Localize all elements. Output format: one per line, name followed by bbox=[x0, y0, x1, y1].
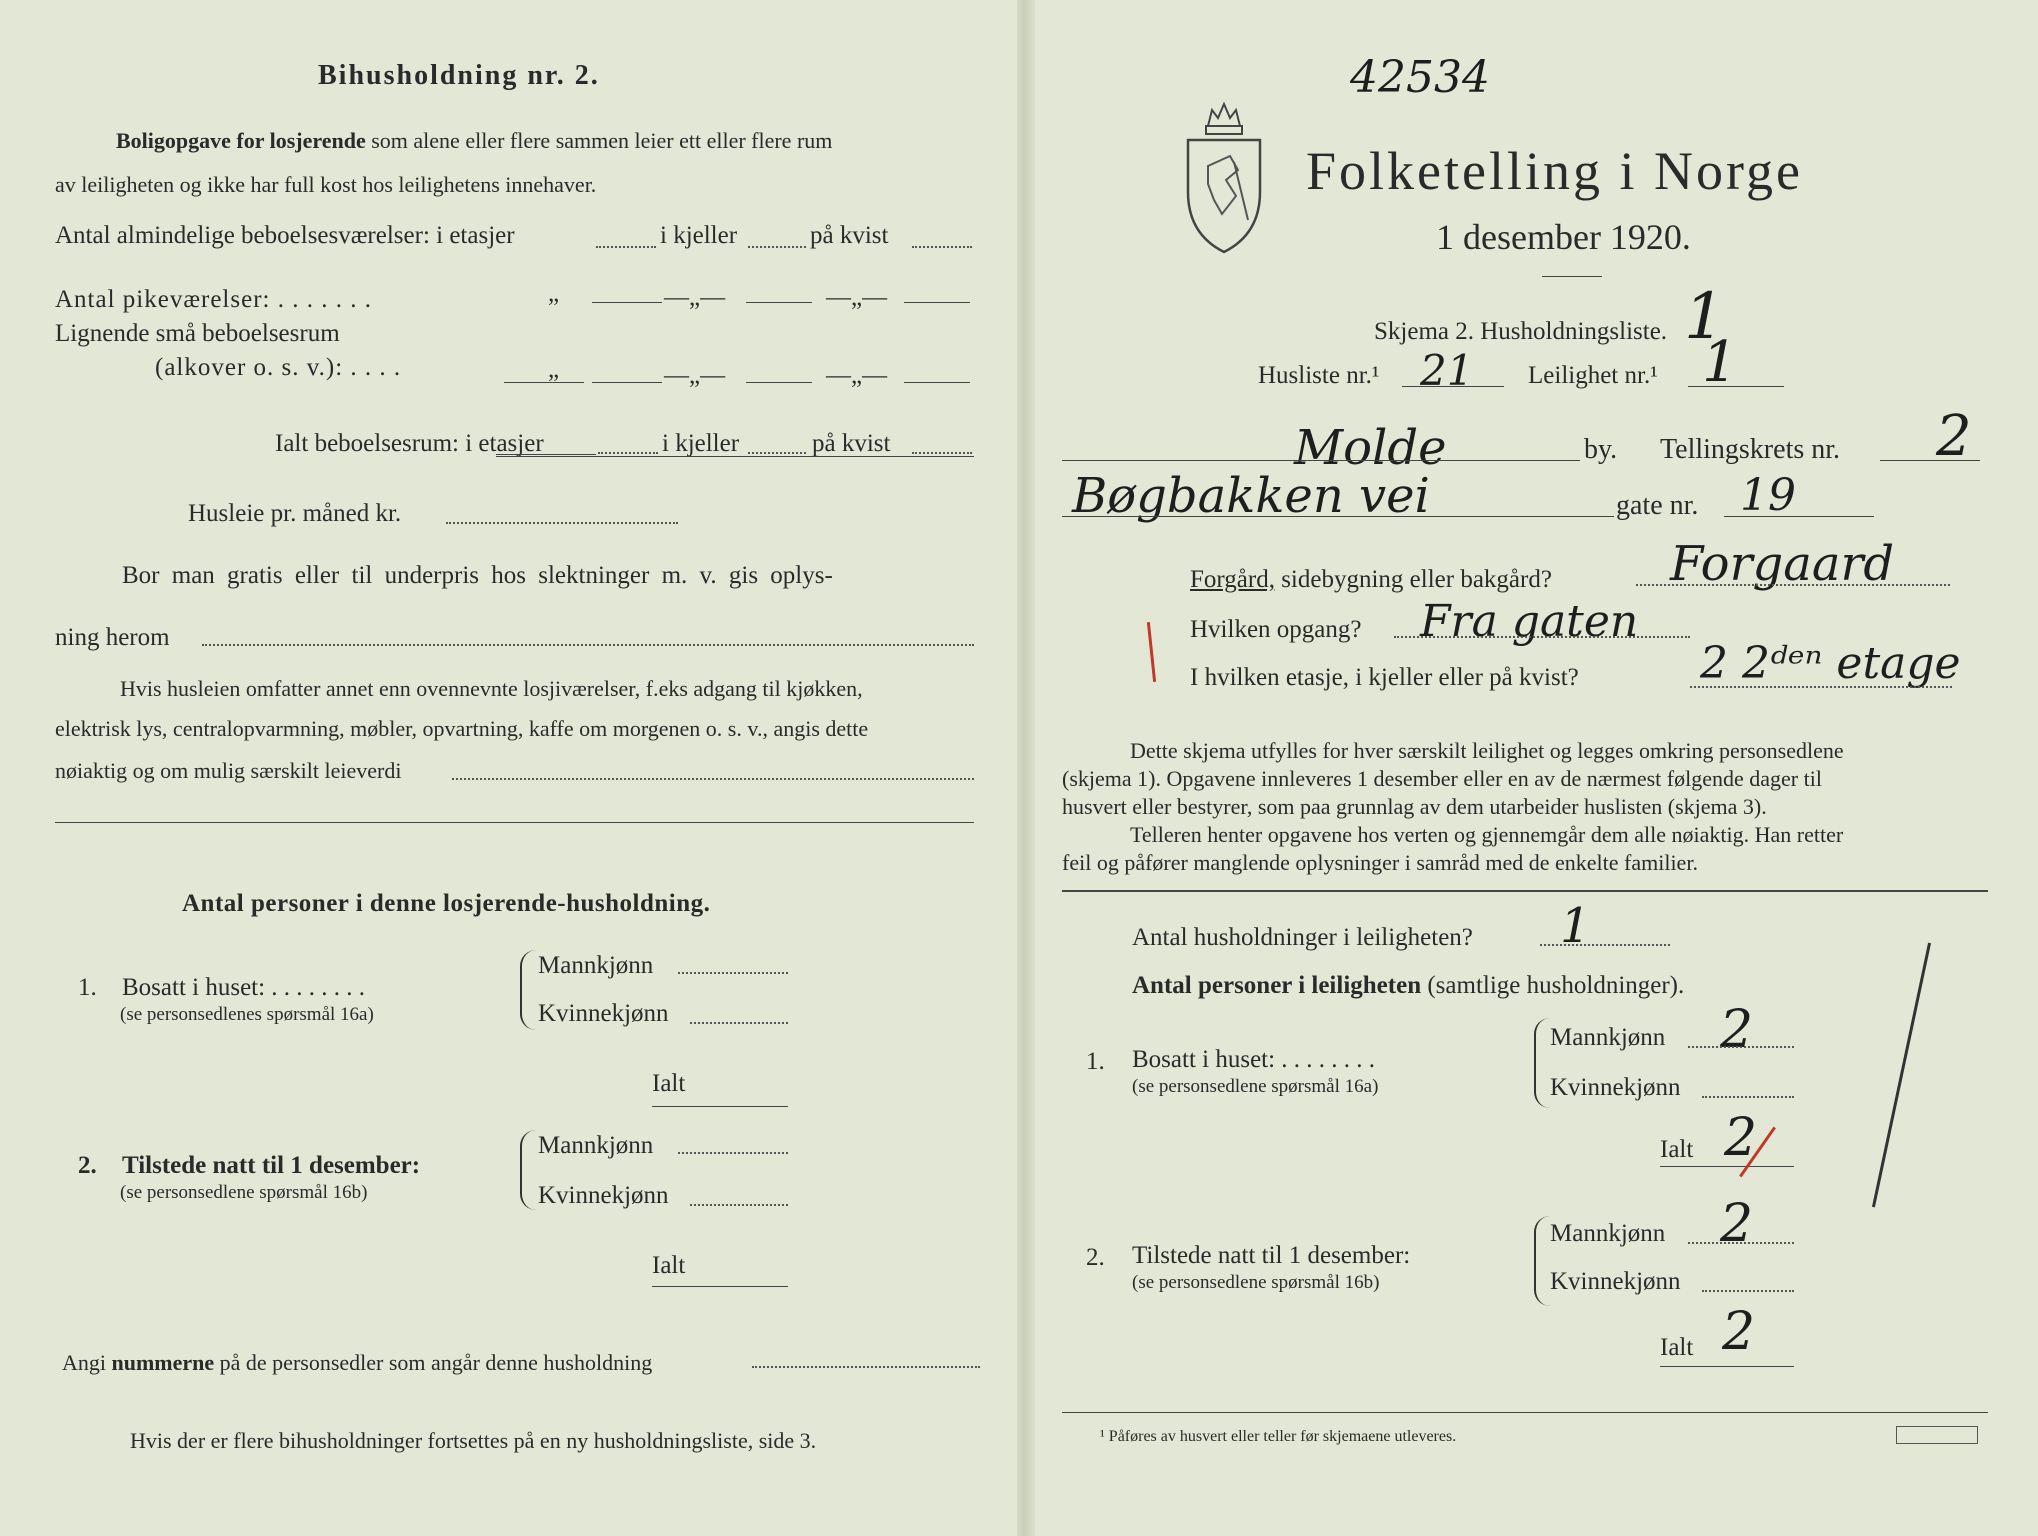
bor-line-2: ning herom bbox=[55, 624, 170, 651]
right-q1-ialt-field[interactable] bbox=[1660, 1166, 1794, 1167]
leilighet-hw: 1 bbox=[1702, 330, 1738, 395]
ialt-underline bbox=[496, 456, 974, 457]
left-q1-sub: (se personsedlenes spørsmål 16a) bbox=[120, 1004, 374, 1025]
left-q1-mann-field[interactable] bbox=[678, 972, 788, 974]
etasje-field[interactable] bbox=[1690, 686, 1952, 688]
right-q1-sub: (se personsedlene spørsmål 16a) bbox=[1132, 1076, 1379, 1097]
right-q2-mann-field[interactable] bbox=[1688, 1242, 1794, 1244]
opgang-hw: Fra gaten bbox=[1420, 596, 1639, 647]
opgang-label: Hvilken opgang? bbox=[1190, 616, 1362, 643]
info-line-4: Telleren henter opgavene hos verten og gjennemgår dem alle nøiaktig. Han retter bbox=[1130, 822, 1844, 847]
leilighet-field[interactable] bbox=[1688, 386, 1784, 387]
hvis-line-1: Hvis husleien omfatter annet enn ovennevnte losjiværelser, f.eks adgang til kjøkken, bbox=[120, 676, 863, 701]
antal-pers-line bbox=[1132, 972, 1684, 1000]
bor-field[interactable] bbox=[202, 644, 974, 646]
right-q2-kvinne-field[interactable] bbox=[1702, 1290, 1794, 1292]
right-q1-ialt-label: Ialt bbox=[1660, 1136, 1694, 1163]
tellingskrets-label: Tellingskrets nr. bbox=[1660, 434, 1841, 465]
left-q2-brace bbox=[520, 1130, 536, 1210]
ialt-etasjer-field[interactable] bbox=[598, 452, 658, 454]
pike-label: Antal pikeværelser: . . . . . . . bbox=[55, 286, 372, 313]
ialt-kjeller-field[interactable] bbox=[748, 452, 806, 454]
right-q2-mann-label: Mannkjønn bbox=[1550, 1220, 1666, 1247]
left-q1-label: Bosatt i huset: . . . . . . . . bbox=[122, 974, 366, 1001]
right-q2-label: Tilstede natt til 1 desember: bbox=[1132, 1242, 1411, 1269]
lignende-field-3[interactable] bbox=[904, 382, 970, 383]
left-q2-kvinne-field[interactable] bbox=[690, 1204, 788, 1206]
gate-hw: Bøgbakken vei bbox=[1072, 468, 1430, 524]
left-footer: Hvis der er flere bihusholdninger fortsettes på en ny husholdningsliste, side 3. bbox=[130, 1428, 817, 1453]
gate-field[interactable] bbox=[1062, 516, 1614, 517]
right-q2-brace bbox=[1534, 1216, 1550, 1306]
husleie-field[interactable] bbox=[446, 522, 678, 524]
left-q1-ialt-label: Ialt bbox=[652, 1070, 686, 1097]
husliste-hw: 21 bbox=[1420, 346, 1474, 395]
antal-pers-rest: (samtlige husholdninger). bbox=[1427, 972, 1685, 999]
left-q1-mann-label: Mannkjønn bbox=[538, 952, 654, 979]
ialt-kvist-field[interactable] bbox=[912, 452, 972, 454]
rooms-kvist-label: på kvist bbox=[810, 222, 889, 249]
red-pencil-mark bbox=[1147, 622, 1156, 682]
left-q1-brace bbox=[520, 950, 536, 1030]
rooms-etasjer-field[interactable] bbox=[596, 246, 656, 248]
right-q1-kvinne-field[interactable] bbox=[1702, 1096, 1794, 1098]
forgaard-line bbox=[1190, 566, 1552, 594]
forgaard-field[interactable] bbox=[1636, 584, 1950, 586]
skjema-label: Skjema 2. Husholdningsliste. bbox=[1374, 318, 1668, 345]
angi-bold: nummerne bbox=[111, 1350, 215, 1375]
coat-of-arms-icon bbox=[1178, 96, 1270, 256]
lignende-field-2[interactable] bbox=[746, 382, 812, 383]
angi-rest: på de personsedler som angår denne husholdning bbox=[219, 1350, 653, 1375]
left-q2-label: Tilstede natt til 1 desember: bbox=[122, 1152, 421, 1179]
left-q1-ialt-field[interactable] bbox=[652, 1106, 788, 1107]
stamp-number: 42534 bbox=[1350, 52, 1490, 103]
etasje-label: I hvilken etasje, i kjeller eller på kvist? bbox=[1190, 664, 1579, 691]
gate-nr-field[interactable] bbox=[1724, 516, 1874, 517]
angi-line bbox=[62, 1350, 652, 1376]
left-q1-kvinne-label: Kvinnekjønn bbox=[538, 1000, 669, 1027]
lignende-quote: „ bbox=[548, 356, 560, 383]
leieverdi-field[interactable] bbox=[452, 778, 974, 780]
right-q2-sub: (se personsedlene spørsmål 16b) bbox=[1132, 1272, 1380, 1293]
right-q1-kvinne-label: Kvinnekjønn bbox=[1550, 1074, 1681, 1101]
bor-line-1: Bor man gratis eller til underpris hos slektninger m. v. gis oplys- bbox=[122, 562, 833, 589]
skjema-hw: 1 bbox=[1684, 280, 1725, 354]
right-q1-mann-label: Mannkjønn bbox=[1550, 1024, 1666, 1051]
angi-field[interactable] bbox=[752, 1366, 980, 1368]
tellingskrets-field[interactable] bbox=[1880, 460, 1980, 461]
antal-hush-label: Antal husholdninger i leiligheten? bbox=[1132, 924, 1473, 951]
intro-rest: som alene eller flere sammen leier ett eller flere rum bbox=[371, 128, 833, 153]
right-q1-num: 1. bbox=[1086, 1048, 1105, 1075]
left-q1-kvinne-field[interactable] bbox=[690, 1022, 788, 1024]
pike-field-1[interactable] bbox=[592, 302, 662, 303]
right-q1-label: Bosatt i huset: . . . . . . . . bbox=[1132, 1046, 1376, 1073]
right-q1-mann-hw: 2 bbox=[1720, 1000, 1754, 1060]
antal-hush-hw: 1 bbox=[1560, 898, 1591, 954]
pike-field-2[interactable] bbox=[746, 302, 812, 303]
lignende-dash-2: —„— bbox=[826, 362, 888, 389]
ialt-under-etasjer bbox=[496, 454, 596, 455]
page-fold bbox=[1017, 0, 1035, 1536]
right-title: Folketelling i Norge bbox=[1306, 141, 1803, 201]
by-label: by. bbox=[1584, 434, 1618, 465]
title-rule bbox=[1542, 276, 1602, 277]
left-q2-sub: (se personsedlene spørsmål 16b) bbox=[120, 1182, 368, 1203]
husliste-label: Husliste nr.¹ bbox=[1258, 362, 1380, 389]
right-date: 1 desember 1920. bbox=[1436, 217, 1691, 257]
gate-label: gate nr. bbox=[1616, 490, 1699, 521]
left-title: Bihusholdning nr. 2. bbox=[318, 60, 600, 91]
left-q2-ialt-label: Ialt bbox=[652, 1252, 686, 1279]
angi-pre: Angi bbox=[62, 1350, 106, 1375]
left-antal-heading: Antal personer i denne losjerende-husholdning. bbox=[182, 890, 711, 917]
right-q2-ialt-label: Ialt bbox=[1660, 1334, 1694, 1361]
left-q2-kvinne-label: Kvinnekjønn bbox=[538, 1182, 669, 1209]
right-q1-ialt-hw: 2 bbox=[1724, 1108, 1758, 1168]
left-q2-num: 2. bbox=[78, 1152, 97, 1179]
rooms-label: Antal almindelige beboelsesværelser: i etasjer bbox=[55, 222, 515, 249]
intro-line-1 bbox=[116, 128, 832, 154]
pike-quote: „ bbox=[548, 280, 560, 307]
lignende-field-1[interactable] bbox=[592, 382, 662, 383]
info-line-1: Dette skjema utfylles for hver særskilt leilighet og legges omkring personsedlene bbox=[1130, 738, 1844, 763]
pencil-slash-mark bbox=[1872, 943, 1931, 1208]
leieverdi-field-2[interactable] bbox=[55, 822, 974, 823]
info-line-5: feil og påfører manglende oplysninger i samråd med de enkelte familier. bbox=[1062, 850, 1698, 875]
intro-bold: Boligopgave for losjerende bbox=[116, 128, 366, 153]
right-q2-ialt-field[interactable] bbox=[1660, 1366, 1794, 1367]
left-q2-mann-field[interactable] bbox=[678, 1152, 788, 1154]
right-footnote: ¹ Påføres av husvert eller teller før skjemaene utleveres. bbox=[1100, 1428, 1457, 1445]
lignende-label-2: (alkover o. s. v.): . . . . bbox=[155, 354, 402, 381]
rooms-kjeller-field[interactable] bbox=[748, 246, 806, 248]
printer-mark-icon bbox=[1896, 1426, 1978, 1444]
right-q2-mann-hw: 2 bbox=[1720, 1194, 1754, 1254]
right-q1-mann-field[interactable] bbox=[1688, 1046, 1794, 1048]
lignende-dash-1: —„— bbox=[664, 362, 726, 389]
opgang-field[interactable] bbox=[1394, 636, 1690, 638]
lignende-field-0[interactable] bbox=[504, 382, 584, 383]
left-q1-num: 1. bbox=[78, 974, 97, 1001]
left-q2-mann-label: Mannkjønn bbox=[538, 1132, 654, 1159]
forgaard-rest: sidebygning eller bakgård? bbox=[1281, 566, 1552, 593]
hvis-line-3: nøiaktig og om mulig særskilt leieverdi bbox=[55, 758, 402, 783]
husleie-label: Husleie pr. måned kr. bbox=[188, 500, 402, 527]
tellingskrets-hw: 2 bbox=[1936, 404, 1972, 469]
hvis-line-2: elektrisk lys, centralopvarmning, møbler, opvartning, kaffe om morgenen o. s. v., angis dette bbox=[55, 716, 869, 741]
pike-dash-2: —„— bbox=[826, 284, 888, 311]
footnote-rule bbox=[1062, 1412, 1988, 1413]
gate-nr-hw: 19 bbox=[1740, 470, 1796, 521]
by-hw: Molde bbox=[1294, 420, 1447, 476]
pike-dash-1: —„— bbox=[664, 284, 726, 311]
info-line-2: (skjema 1). Opgavene innleveres 1 desember eller en av de nærmest følgende dager til bbox=[1062, 766, 1822, 791]
ialt-kvist-label: på kvist bbox=[812, 430, 891, 457]
pike-field-3[interactable] bbox=[904, 302, 970, 303]
rooms-kvist-field[interactable] bbox=[912, 246, 972, 248]
left-q2-ialt-field[interactable] bbox=[652, 1286, 788, 1287]
right-q2-ialt-hw: 2 bbox=[1722, 1302, 1756, 1362]
antal-pers-bold: Antal personer i leiligheten bbox=[1132, 972, 1422, 999]
intro-line-2: av leiligheten og ikke har full kost hos leilighetens innehaver. bbox=[55, 172, 597, 197]
ialt-rooms-label: Ialt beboelsesrum: i etasjer bbox=[275, 430, 544, 457]
right-q2-kvinne-label: Kvinnekjønn bbox=[1550, 1268, 1681, 1295]
info-line-3: husvert eller bestyrer, som paa grunnlag av dem utarbeider huslisten (skjema 3). bbox=[1062, 794, 1767, 819]
rooms-kjeller-label: i kjeller bbox=[660, 222, 738, 249]
husliste-field[interactable] bbox=[1402, 386, 1504, 387]
etasje-hw: 2 2ᵈᵉⁿ etage bbox=[1700, 638, 1961, 689]
forgaard-hw: Forgaard bbox=[1670, 536, 1895, 592]
forgaard-underlined: Forgård, bbox=[1190, 566, 1275, 593]
by-field[interactable] bbox=[1062, 460, 1580, 461]
leilighet-label: Leilighet nr.¹ bbox=[1528, 362, 1658, 389]
right-q2-num: 2. bbox=[1086, 1244, 1105, 1271]
info-rule bbox=[1062, 890, 1988, 892]
ialt-kjeller-label: i kjeller bbox=[662, 430, 740, 457]
antal-hush-field[interactable] bbox=[1540, 944, 1670, 946]
lignende-label-1: Lignende små beboelsesrum bbox=[55, 320, 340, 347]
right-q1-brace bbox=[1534, 1018, 1550, 1108]
